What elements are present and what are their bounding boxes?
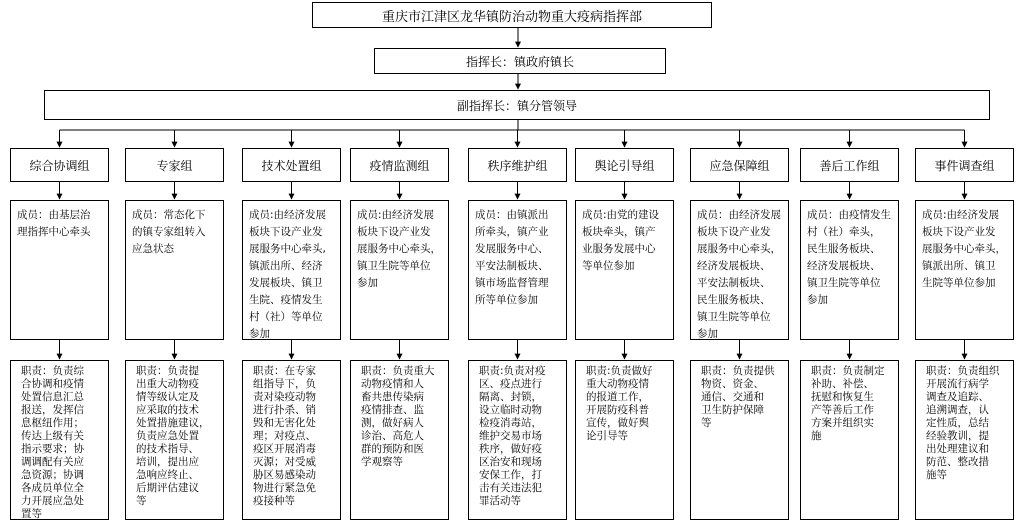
group-duties-5 (468, 360, 567, 520)
group-header-7 (690, 148, 789, 182)
group-members-3 (242, 200, 341, 340)
group-name: 秩序维护组 (487, 158, 548, 173)
duties-text: 职责：负责综 合协调和疫情 处置信息汇总 报送，发挥信 息枢纽作用； 传达上级有关 指示要求；协 调调配有关应 急资源；协调 各成员单位全 力开展应急处 置等 (21, 365, 84, 520)
group-duties-8 (800, 360, 899, 520)
group-header-6 (575, 148, 674, 182)
group-name: 疫情监测组 (369, 158, 430, 173)
group-members-2 (125, 200, 224, 340)
group-members-9 (915, 200, 1014, 340)
group-duties-6 (575, 360, 674, 520)
members-text: 成员：由基层治 理指挥中心牵头 (17, 209, 91, 238)
group-duties-9 (915, 360, 1014, 520)
members-text: 成员:由经济发展 板块下设产业发 展服务中心牵头， 镇派出所、镇卫 生院等单位参加 (922, 209, 1006, 289)
group-members-5 (468, 200, 567, 340)
group-header-8 (800, 148, 899, 182)
group-name: 事件调查组 (934, 158, 995, 173)
members-text: 成员:由经济发展 板块下设产业发 展服务中心牵头, 镇派出所、经济 发展板块、镇卫 生院、疫情发生 村（社）等单位 参加 (249, 209, 327, 340)
group-duties-4 (350, 360, 449, 520)
group-members-8 (800, 200, 899, 340)
members-text: 成员：常态化下 的镇专家组转入 应急状态 (132, 209, 206, 255)
commander-box (374, 48, 666, 74)
duties-text: 职责：负责制定 补助、补偿、 抚慰和恢复生 产等善后工作 方案并组织实 施 (811, 365, 885, 442)
group-duties-2 (125, 360, 224, 520)
group-header-2 (125, 148, 224, 182)
duties-text: 职责：负责提 出重大动物疫 情等级认定及 应采取的技术 处置措施建议， 负责应急处置 的技术指导、 培训，提出应 急响应终止、 后期评估建议 等 (136, 365, 210, 507)
group-members-7 (690, 200, 789, 340)
group-name: 应急保障组 (709, 158, 770, 173)
commander-title: 指挥长：镇政府镇长 (465, 54, 574, 69)
group-header-9 (915, 148, 1014, 182)
members-text: 成员:由经济发展 板块下设产业发 展服务中心牵头， 镇卫生院等单位 参加 (357, 209, 441, 289)
group-duties-7 (690, 360, 789, 520)
duties-text: 职责：负责重大 动物疫情和人 畜共患传染病 疫情排查、监 测，做好病人 诊治、高危人 群的预防和医 学观察等 (361, 365, 435, 468)
deputy-title: 副指挥长：镇分管领导 (456, 98, 577, 113)
duties-text: 职责:负责对疫 区、疫点进行 隔离、封锁， 设立临时动物 检疫消毒站， 维护交易市场 秩序，做好疫 区治安和现场 安保工作，打 击有关违法犯 罪活动等 (479, 365, 546, 507)
members-text: 成员：由疫情发生 村（社）牵头， 民生服务板块、 经济发展板块、 镇卫生院等单位 参加 (807, 209, 891, 306)
group-header-5 (468, 148, 567, 182)
group-name: 舆论引导组 (594, 158, 655, 173)
duties-text: 职责：在专家 组指导下，负 责对染疫动物 进行扑杀、销 毁和无害化处 理；对疫点、 疫区开展消毒 灭源；对受威 胁区易感染动 物进行紧急免 疫接种等 (253, 365, 316, 507)
members-text: 成员：由镇派出 所牵头，镇产业 发展服务中心、 平安法制板块、 镇市场监督管理 所等单位参加 (475, 209, 549, 306)
duties-text: 职责:负责做好 重大动物疫情 的报道工作， 开展防疫科普 宣传，做好舆 论引导等 (586, 365, 653, 442)
group-members-1 (10, 200, 109, 340)
duties-text: 职责：负责组织 开展流行病学 调查及追踪、 追溯调查，认 定性质，总结 经验教训，提 出处理建议和 防范、整改措 施等 (926, 365, 1000, 481)
group-header-3 (242, 148, 341, 182)
hq-title: 重庆市江津区龙华镇防治动物重大疫病指挥部 (381, 9, 642, 25)
members-text: 成员:由党的建设 板块牵头，镇产 业服务发展中心 等单位参加 (582, 209, 660, 272)
deputy-box (44, 90, 990, 120)
group-duties-1 (10, 360, 109, 520)
group-header-1 (10, 148, 109, 182)
group-header-4 (350, 148, 449, 182)
group-name: 专家组 (156, 158, 193, 173)
group-name: 善后工作组 (819, 158, 880, 173)
group-duties-3 (242, 360, 341, 520)
group-members-6 (575, 200, 674, 340)
hq-box (312, 2, 712, 28)
duties-text: 职责：负责提供 物资、资金、 通信、交通和 卫生防护保障 等 (701, 365, 775, 429)
group-members-4 (350, 200, 449, 340)
group-name: 综合协调组 (29, 158, 90, 173)
group-name: 技术处置组 (261, 158, 322, 173)
members-text: 成员：由经济发展 板块下设产业发 展服务中心牵头， 经济发展板块、 平安法制板块、 民生服务板块、 镇卫生院等单位 参加 (697, 209, 781, 340)
